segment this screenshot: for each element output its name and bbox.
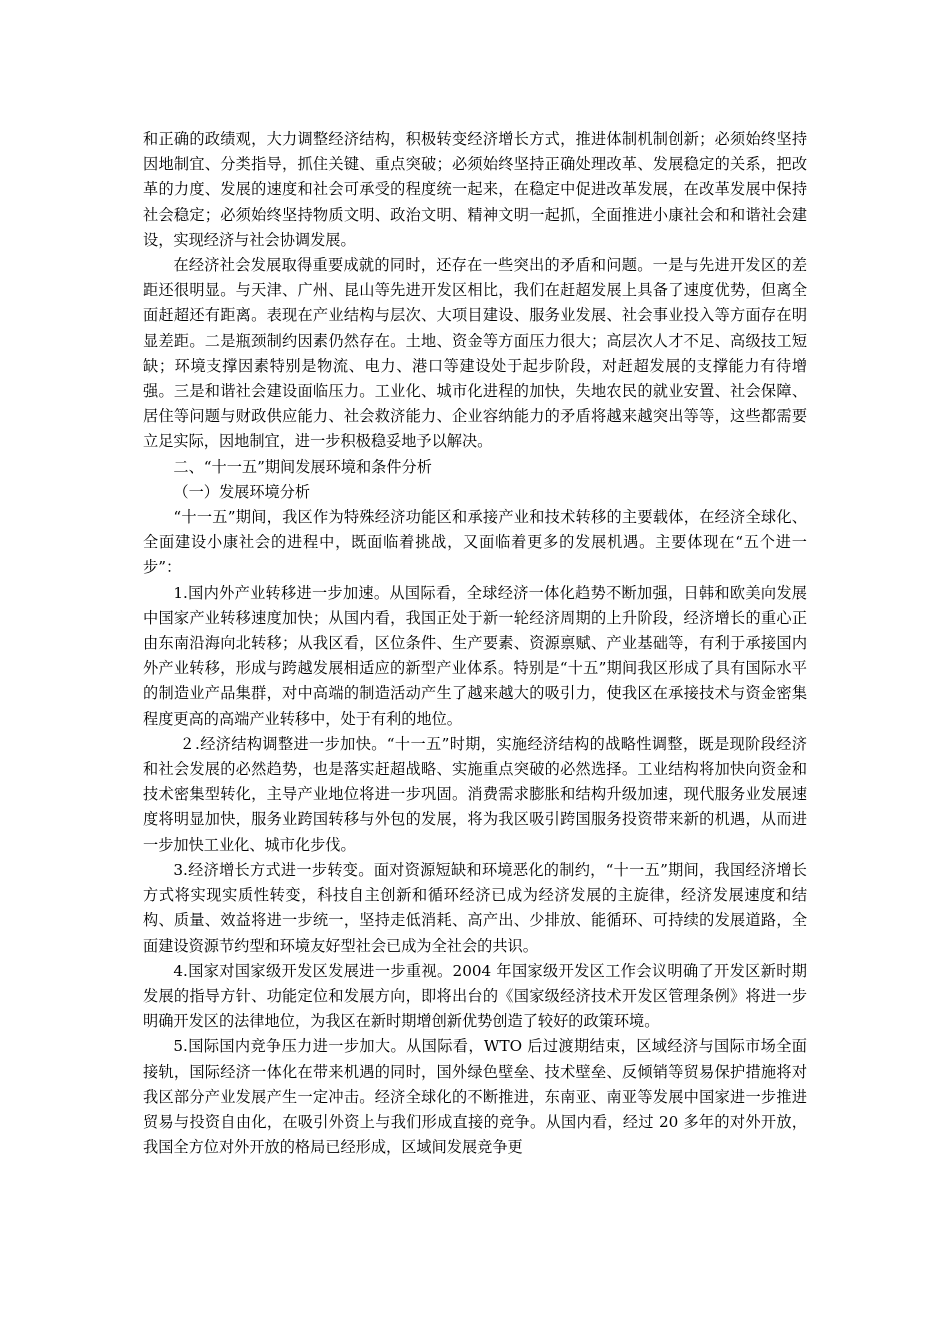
paragraph-item-2-structure-adjustment: ２.经济结构调整进一步加快。“十一五”时期，实施经济结构的战略性调整，既是现阶段经济和社会发展的必然趋势，也是落实赶超战略、实施重点突破的必然选择。工业结构将加快向资金和技术密集型转化，主导产业地位将进一步巩固。消费需求膨胀和结构升级加速，现代服务业发展速度将明显加快，服务业跨国转移与外包的发展，将为我区吸引跨国服务投资带来新的机遇，从而进一步加快工业化、城市化步伐。 <box>143 734 807 854</box>
paragraph-item-3-growth-mode: 3.经济增长方式进一步转变。面对资源短缺和环境恶化的制约，“十一五”期间，我国经济增长方式将实现实质性转变，科技自主创新和循环经济已成为经济发展的主旋律，经济发展速度和结构、质量、效益将进一步统一，坚持走低消耗、高产出、少排放、能循环、可持续的发展道路，全面建设资源节约型和环境友好型社会已成为全社会的共识。 <box>143 860 807 955</box>
paragraph-problems: 在经济社会发展取得重要成就的同时，还存在一些突出的矛盾和问题。一是与先进开发区的差距还很明显。与天津、广州、昆山等先进开发区相比，我们在赶超发展上具备了速度优势，但离全面赶超还有距离。表现在产业结构与层次、大项目建设、服务业发展、社会事业投入等方面存在明显差距。二是瓶颈制约因素仍然存在。土地、资金等方面压力很大；高层次人才不足、高级技工短缺；环境支撑因素特别是物流、电力、港口等建设处于起步阶段，对赶超发展的支撑能力有待增强。三是和谐社会建设面临压力。工业化、城市化进程的加快，失地农民的就业安置、社会保障、居住等问题与财政供应能力、社会救济能力、企业容纳能力的矛盾将越来越突出等等，这些都需要立足实际，因地制宜，进一步积极稳妥地予以解决。 <box>143 256 807 451</box>
paragraph-item-5-competition: 5.国际国内竞争压力进一步加大。从国际看，WTO 后过渡期结束，区域经济与国际市场全面接轨，国际经济一体化在带来机遇的同时，国外绿色壁垒、技术壁垒、反倾销等贸易保护措施将对我区部分产业发展产生一定冲击。经济全球化的不断推进，东南亚、南亚等发展中国家进一步推进贸易与投资自由化，在吸引外资上与我们形成直接的竞争。从国内看，经过 20 多年的对外开放，我国全方位对外开放的格局已经形成，区域间发展竞争更 <box>143 1037 807 1157</box>
subsection-heading-environment-analysis: （一）发展环境分析 <box>173 482 311 501</box>
section-heading-environment: 二、“十一五”期间发展环境和条件分析 <box>173 457 432 476</box>
paragraph-principles-continued: 和正确的政绩观，大力调整经济结构，积极转变经济增长方式，推进体制机制创新；必须始终坚持因地制宜、分类指导，抓住关键、重点突破；必须始终坚持正确处理改革、发展稳定的关系，把改革的力度、发展的速度和社会可承受的程度统一起来，在稳定中促进改革发展，在改革发展中保持社会稳定；必须始终坚持物质文明、政治文明、精神文明一起抓，全面推进小康社会和和谐社会建设，实现经济与社会协调发展。 <box>143 130 807 249</box>
document-page <box>143 127 807 1160</box>
paragraph-item-1-industry-transfer: 1.国内外产业转移进一步加速。从国际看，全球经济一体化趋势不断加强，日韩和欧美向发展中国家产业转移速度加快；从国内看，我国正处于新一轮经济周期的上升阶段，经济增长的重心正由东南沿海向北转移；从我区看，区位条件、生产要素、资源禀赋、产业基础等，有利于承接国内外产业转移，形成与跨越发展相适应的新型产业体系。特别是“十五”期间我区形成了具有国际水平的制造业产品集群，对中高端的制造活动产生了越来越大的吸引力，使我区在承接技术与资金密集程度更高的高端产业转移中，处于有利的地位。 <box>143 583 807 728</box>
paragraph-five-advances-intro: “十一五”期间，我区作为特殊经济功能区和承接产业和技术转移的主要载体，在经济全球化、全面建设小康社会的进程中，既面临着挑战，又面临着更多的发展机遇。主要体现在“五个进一步”： <box>143 508 807 577</box>
paragraph-item-4-national-attention: 4.国家对国家级开发区发展进一步重视。2004 年国家级开发区工作会议明确了开发区新时期发展的指导方针、功能定位和发展方向，即将出台的《国家级经济技术开发区管理条例》将进一步明确开发区的法律地位，为我区在新时期增创新优势创造了较好的政策环境。 <box>143 961 807 1031</box>
